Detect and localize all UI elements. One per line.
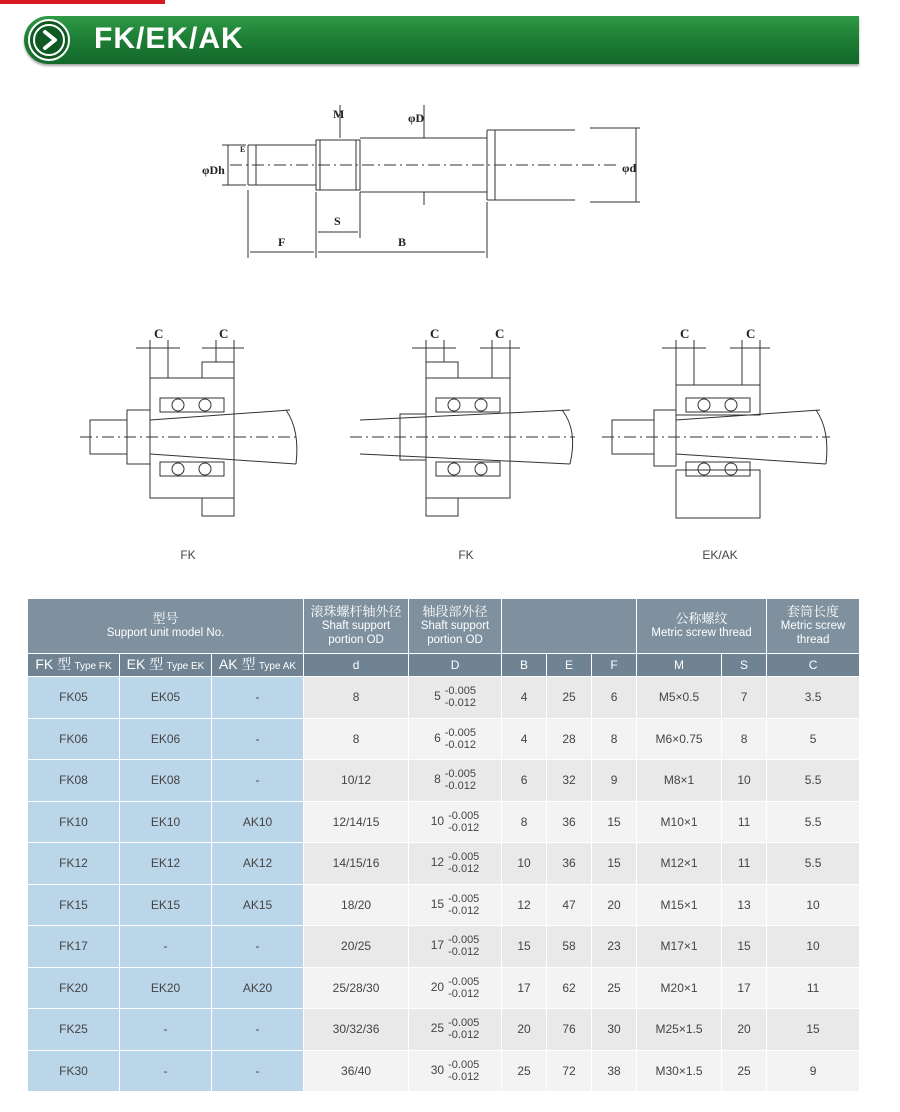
view-caption-fk: FK bbox=[180, 548, 196, 562]
cell-s: 25 bbox=[722, 1050, 767, 1092]
cell-d bbox=[409, 1009, 502, 1051]
cell-f: 8 bbox=[592, 718, 637, 760]
cell-d: 25/28/30 bbox=[304, 967, 409, 1009]
cell-e: 28 bbox=[547, 718, 592, 760]
cell-f: 20 bbox=[592, 884, 637, 926]
cell-ak: AK20 bbox=[212, 967, 304, 1009]
tolerance bbox=[448, 810, 479, 834]
cell-ek: - bbox=[120, 1009, 212, 1051]
cell-s: 7 bbox=[722, 677, 767, 719]
cell-c: 11 bbox=[767, 967, 860, 1009]
col-C: C bbox=[767, 654, 860, 677]
cell-fk: FK06 bbox=[28, 718, 120, 760]
tolerance-lower: -0.012 bbox=[444, 780, 476, 793]
cell-f: 9 bbox=[592, 760, 637, 802]
table-row bbox=[28, 884, 860, 926]
table-row bbox=[28, 1050, 860, 1092]
cell-e: 72 bbox=[547, 1050, 592, 1092]
tolerance bbox=[448, 1059, 479, 1083]
cell-f: 23 bbox=[592, 926, 637, 968]
col-ak: AK 型 Type AK bbox=[212, 654, 304, 677]
cell-d bbox=[409, 843, 502, 885]
cell-fk: FK10 bbox=[28, 801, 120, 843]
tolerance-lower: -0.012 bbox=[448, 863, 480, 876]
label-F: F bbox=[278, 235, 286, 249]
fk-view-1 bbox=[80, 340, 300, 516]
col-S: S bbox=[722, 654, 767, 677]
cell-e: 76 bbox=[547, 1009, 592, 1051]
portion-od-header: 轴段部外径 Shaft support portion OD bbox=[409, 599, 502, 654]
cell-ak: - bbox=[212, 1009, 304, 1051]
cell-d bbox=[409, 926, 502, 968]
label-e: E bbox=[240, 145, 246, 154]
cell-c: 5.5 bbox=[767, 760, 860, 802]
tolerance bbox=[445, 768, 476, 792]
label-m: M bbox=[333, 107, 345, 121]
table-row bbox=[28, 926, 860, 968]
table-row bbox=[28, 760, 860, 802]
cell-f: 15 bbox=[592, 843, 637, 885]
tolerance-upper: -0.005 bbox=[444, 685, 476, 698]
cell-m: M12×1 bbox=[637, 843, 722, 885]
cell-ak: - bbox=[212, 1050, 304, 1092]
tolerance-lower: -0.012 bbox=[448, 1070, 480, 1083]
view-caption-fk: FK bbox=[458, 548, 474, 562]
cell-c: 10 bbox=[767, 884, 860, 926]
play-arrow-icon bbox=[28, 19, 70, 61]
gap-label: C bbox=[219, 326, 229, 341]
view-captions bbox=[180, 548, 737, 562]
nominal-diameter: 17 bbox=[430, 938, 445, 953]
nominal-diameter: 6 bbox=[434, 730, 441, 745]
cell-m: M17×1 bbox=[637, 926, 722, 968]
nominal-diameter: 5 bbox=[434, 689, 441, 704]
cell-s: 17 bbox=[722, 967, 767, 1009]
tolerance-lower: -0.012 bbox=[448, 821, 480, 834]
cell-b: 8 bbox=[502, 801, 547, 843]
col-M: M bbox=[637, 654, 722, 677]
ekak-view bbox=[602, 340, 830, 518]
cell-d: 12/14/15 bbox=[304, 801, 409, 843]
cell-b: 15 bbox=[502, 926, 547, 968]
col-d: d bbox=[304, 654, 409, 677]
cell-f: 25 bbox=[592, 967, 637, 1009]
nominal-diameter: 15 bbox=[430, 896, 445, 911]
tolerance-upper: -0.005 bbox=[448, 1058, 480, 1071]
shaft-od-header: 滚珠螺杆轴外径 Shaft support portion OD bbox=[304, 599, 409, 654]
tolerance bbox=[445, 727, 476, 751]
cell-ek: EK06 bbox=[120, 718, 212, 760]
cell-fk: FK25 bbox=[28, 1009, 120, 1051]
cell-b: 6 bbox=[502, 760, 547, 802]
cell-f: 6 bbox=[592, 677, 637, 719]
tolerance-lower: -0.012 bbox=[444, 697, 476, 710]
cell-ek: EK08 bbox=[120, 760, 212, 802]
tolerance-upper: -0.005 bbox=[448, 934, 480, 947]
cell-ak: AK12 bbox=[212, 843, 304, 885]
cell-s: 13 bbox=[722, 884, 767, 926]
nominal-diameter: 8 bbox=[434, 772, 441, 787]
cell-e: 47 bbox=[547, 884, 592, 926]
spec-table-body bbox=[28, 677, 860, 1092]
cell-m: M15×1 bbox=[637, 884, 722, 926]
cell-d bbox=[409, 1050, 502, 1092]
dimensions-group-header bbox=[502, 599, 637, 654]
gap-labels bbox=[154, 326, 755, 341]
cell-b: 4 bbox=[502, 677, 547, 719]
tolerance-lower: -0.012 bbox=[448, 1029, 480, 1042]
cell-s: 11 bbox=[722, 843, 767, 885]
cell-d: 20/25 bbox=[304, 926, 409, 968]
tolerance-lower: -0.012 bbox=[448, 904, 480, 917]
cell-b: 10 bbox=[502, 843, 547, 885]
cell-fk: FK17 bbox=[28, 926, 120, 968]
cell-s: 10 bbox=[722, 760, 767, 802]
cell-e: 25 bbox=[547, 677, 592, 719]
cell-ak: - bbox=[212, 926, 304, 968]
cell-d bbox=[409, 801, 502, 843]
dimension-labels bbox=[202, 107, 636, 249]
label-phi-d: φd bbox=[622, 161, 637, 175]
cell-fk: FK12 bbox=[28, 843, 120, 885]
cell-ek: EK12 bbox=[120, 843, 212, 885]
gap-label: C bbox=[680, 326, 690, 341]
cell-d bbox=[409, 967, 502, 1009]
cell-ak: AK10 bbox=[212, 801, 304, 843]
cell-s: 11 bbox=[722, 801, 767, 843]
nominal-diameter: 12 bbox=[430, 855, 445, 870]
cell-ek: EK10 bbox=[120, 801, 212, 843]
page-title: FK/EK/AK bbox=[94, 22, 244, 55]
cell-d: 14/15/16 bbox=[304, 843, 409, 885]
cell-c: 9 bbox=[767, 1050, 860, 1092]
cell-b: 25 bbox=[502, 1050, 547, 1092]
cell-f: 30 bbox=[592, 1009, 637, 1051]
cell-b: 4 bbox=[502, 718, 547, 760]
cell-fk: FK20 bbox=[28, 967, 120, 1009]
label-phi-Dh: φDh bbox=[202, 163, 225, 177]
cell-m: M30×1.5 bbox=[637, 1050, 722, 1092]
cell-b: 17 bbox=[502, 967, 547, 1009]
cell-d: 8 bbox=[304, 718, 409, 760]
nominal-diameter: 25 bbox=[430, 1021, 445, 1036]
tolerance-upper: -0.005 bbox=[448, 975, 480, 988]
nominal-diameter: 20 bbox=[430, 979, 445, 994]
cell-m: M25×1.5 bbox=[637, 1009, 722, 1051]
col-B: B bbox=[502, 654, 547, 677]
cell-c: 15 bbox=[767, 1009, 860, 1051]
tolerance bbox=[448, 851, 479, 875]
cell-ek: EK05 bbox=[120, 677, 212, 719]
tolerance-upper: -0.005 bbox=[448, 892, 480, 905]
nominal-diameter: 10 bbox=[430, 813, 445, 828]
cell-e: 58 bbox=[547, 926, 592, 968]
sleeve-header: 套筒长度 Metric screw thread bbox=[767, 599, 860, 654]
cell-s: 20 bbox=[722, 1009, 767, 1051]
model-group-header: 型号 Support unit model No. bbox=[28, 599, 304, 654]
section-banner bbox=[24, 16, 859, 64]
cell-ek: - bbox=[120, 926, 212, 968]
fk-view-2 bbox=[350, 340, 575, 516]
cell-m: M6×0.75 bbox=[637, 718, 722, 760]
table-row bbox=[28, 1009, 860, 1051]
tolerance-upper: -0.005 bbox=[448, 851, 480, 864]
nominal-diameter: 30 bbox=[430, 1062, 445, 1077]
cell-ak: - bbox=[212, 718, 304, 760]
cell-ak: - bbox=[212, 760, 304, 802]
tolerance-upper: -0.005 bbox=[448, 809, 480, 822]
label-S: S bbox=[334, 214, 341, 228]
cell-m: M20×1 bbox=[637, 967, 722, 1009]
cell-ek: EK20 bbox=[120, 967, 212, 1009]
cell-b: 12 bbox=[502, 884, 547, 926]
col-F: F bbox=[592, 654, 637, 677]
cell-c: 10 bbox=[767, 926, 860, 968]
label-phi-D: φD bbox=[408, 111, 425, 125]
cell-f: 15 bbox=[592, 801, 637, 843]
cell-d bbox=[409, 718, 502, 760]
table-row bbox=[28, 718, 860, 760]
cell-fk: FK05 bbox=[28, 677, 120, 719]
cell-m: M5×0.5 bbox=[637, 677, 722, 719]
cell-ek: - bbox=[120, 1050, 212, 1092]
gap-label: C bbox=[430, 326, 440, 341]
cell-e: 62 bbox=[547, 967, 592, 1009]
cell-m: M10×1 bbox=[637, 801, 722, 843]
table-row bbox=[28, 843, 860, 885]
tolerance bbox=[448, 893, 479, 917]
cell-fk: FK30 bbox=[28, 1050, 120, 1092]
cell-ek: EK15 bbox=[120, 884, 212, 926]
cell-c: 5.5 bbox=[767, 843, 860, 885]
cell-ak: AK15 bbox=[212, 884, 304, 926]
gap-label: C bbox=[495, 326, 505, 341]
cell-fk: FK15 bbox=[28, 884, 120, 926]
cell-fk: FK08 bbox=[28, 760, 120, 802]
gap-label: C bbox=[746, 326, 756, 341]
cell-b: 20 bbox=[502, 1009, 547, 1051]
tolerance bbox=[448, 976, 479, 1000]
technical-drawing bbox=[0, 70, 900, 590]
tolerance bbox=[448, 934, 479, 958]
cell-d: 10/12 bbox=[304, 760, 409, 802]
cell-c: 3.5 bbox=[767, 677, 860, 719]
top-accent-strip bbox=[0, 0, 165, 4]
cell-d bbox=[409, 760, 502, 802]
cell-s: 15 bbox=[722, 926, 767, 968]
col-fk: FK 型 Type FK bbox=[28, 654, 120, 677]
tolerance bbox=[445, 685, 476, 709]
label-B: B bbox=[398, 235, 407, 249]
cell-c: 5 bbox=[767, 718, 860, 760]
table-row bbox=[28, 967, 860, 1009]
spec-table bbox=[27, 598, 860, 1092]
table-row bbox=[28, 801, 860, 843]
view-caption-ekak: EK/AK bbox=[702, 548, 738, 562]
cell-c: 5.5 bbox=[767, 801, 860, 843]
tolerance-upper: -0.005 bbox=[444, 726, 476, 739]
thread-group-header: 公称螺纹 Metric screw thread bbox=[637, 599, 767, 654]
cell-e: 36 bbox=[547, 801, 592, 843]
cell-d bbox=[409, 677, 502, 719]
gap-label: C bbox=[154, 326, 164, 341]
tolerance-upper: -0.005 bbox=[444, 768, 476, 781]
cell-e: 32 bbox=[547, 760, 592, 802]
cell-f: 38 bbox=[592, 1050, 637, 1092]
cell-ak: - bbox=[212, 677, 304, 719]
cell-d: 18/20 bbox=[304, 884, 409, 926]
cell-d: 30/32/36 bbox=[304, 1009, 409, 1051]
cell-m: M8×1 bbox=[637, 760, 722, 802]
col-E: E bbox=[547, 654, 592, 677]
tolerance-lower: -0.012 bbox=[448, 946, 480, 959]
col-D: D bbox=[409, 654, 502, 677]
tolerance-upper: -0.005 bbox=[448, 1017, 480, 1030]
tolerance bbox=[448, 1017, 479, 1041]
cell-d bbox=[409, 884, 502, 926]
col-ek: EK 型 Type EK bbox=[120, 654, 212, 677]
tolerance-lower: -0.012 bbox=[444, 738, 476, 751]
table-row bbox=[28, 677, 860, 719]
tolerance-lower: -0.012 bbox=[448, 987, 480, 1000]
cell-e: 36 bbox=[547, 843, 592, 885]
cell-s: 8 bbox=[722, 718, 767, 760]
cell-d: 8 bbox=[304, 677, 409, 719]
cell-d: 36/40 bbox=[304, 1050, 409, 1092]
